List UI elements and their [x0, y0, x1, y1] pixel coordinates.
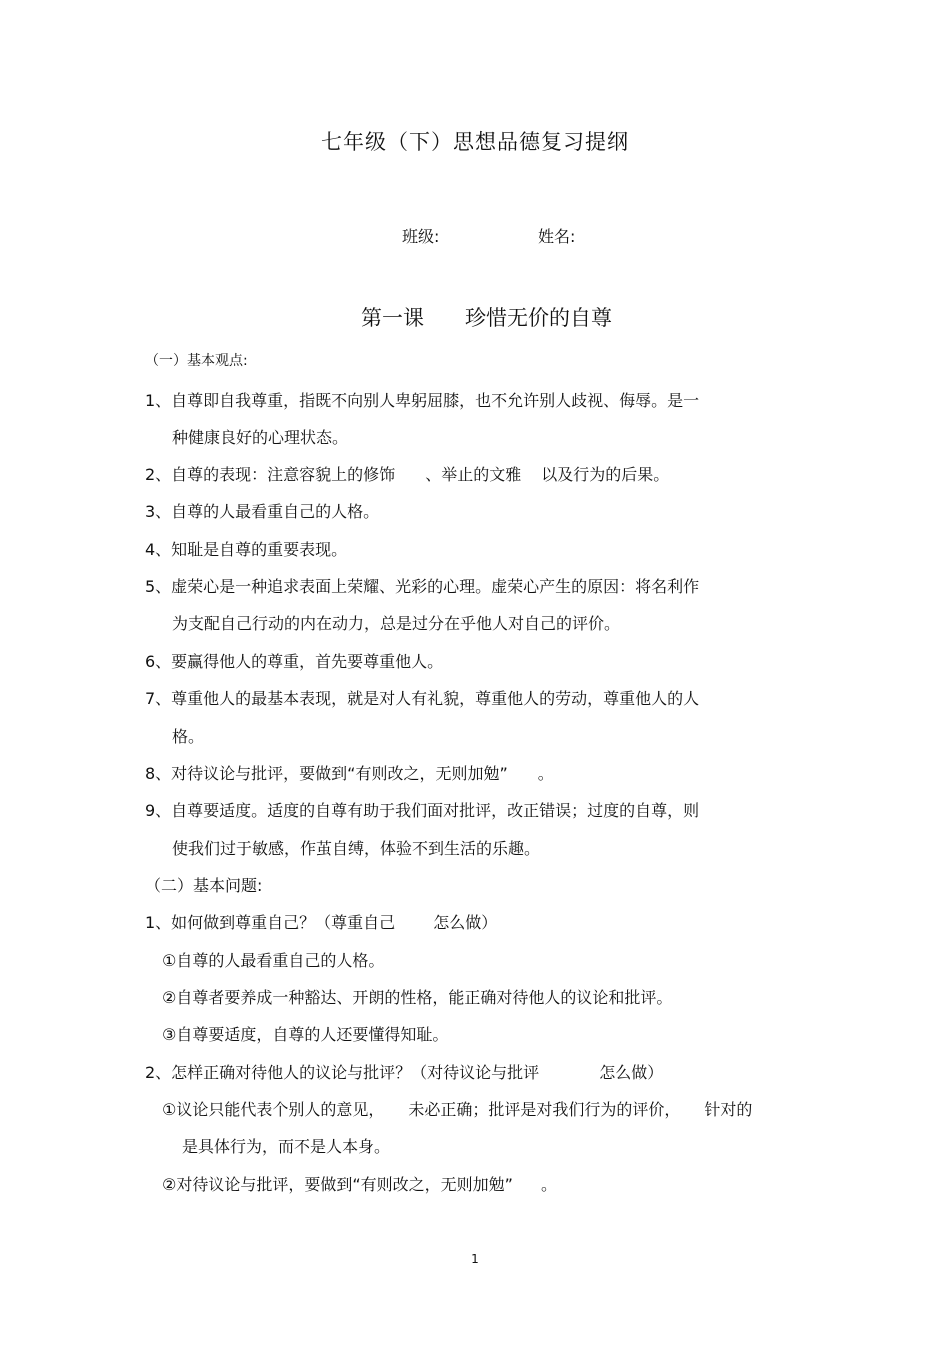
question-1-line — [145, 910, 497, 933]
point-5-line-1: 5、虚荣心是一种追求表面上荣耀、光彩的心理。虚荣心产生的原因：将名利作 — [145, 577, 700, 596]
document-title: 七年级（下）思想品德复习提纲 — [321, 130, 629, 154]
section-heading-basic-questions: （二）基本问题: — [145, 876, 263, 895]
point-4-line: 4、知耻是自尊的重要表现。 — [145, 540, 348, 559]
point-9-line-1: 9、自尊要适度。适度的自尊有助于我们面对批评，改正错误；过度的自尊，则 — [145, 801, 700, 820]
point-3-line: 3、自尊的人最看重自己的人格。 — [145, 502, 380, 521]
question-1-answer-3: ③自尊要适度，自尊的人还要懂得知耻。 — [162, 1025, 449, 1044]
point-1-line-2: 种健康良好的心理状态。 — [172, 428, 349, 447]
name-label: 姓名: — [538, 227, 576, 246]
point-1-line-1: 1、自尊即自我尊重，指既不向别人卑躬屈膝，也不允许别人歧视、侮辱。是一 — [145, 391, 700, 410]
question-2-part-2: 怎么做） — [599, 1063, 664, 1082]
question-2-answer-1-line-1 — [162, 1097, 752, 1120]
lesson-number: 第一课 — [361, 306, 424, 330]
question-1-answer-1: ①自尊的人最看重自己的人格。 — [162, 951, 385, 970]
question-2-answer-1-part-3: 针对的 — [704, 1100, 753, 1119]
point-2-part-1: 2、自尊的表现：注意容貌上的修饰 — [145, 465, 396, 484]
question-1-answer-2: ②自尊者要养成一种豁达、开朗的性格，能正确对待他人的议论和批评。 — [162, 988, 673, 1007]
point-2-part-2: 、举止的文雅 — [425, 465, 522, 484]
question-2-line — [145, 1060, 663, 1083]
point-2-line — [145, 462, 669, 485]
point-8-part-1: 8、对待议论与批评，要做到“有则改之，无则加勉” — [145, 764, 508, 783]
section-heading-basic-views: （一）基本观点: — [145, 353, 248, 369]
point-6-line: 6、要赢得他人的尊重，首先要尊重他人。 — [145, 652, 444, 671]
question-2-answer-2-line — [162, 1172, 557, 1195]
point-7-line-2: 格。 — [172, 727, 205, 746]
point-5-line-2: 为支配自己行动的内在动力，总是过分在乎他人对自己的评价。 — [172, 614, 621, 633]
point-8-part-2: 。 — [537, 764, 554, 783]
point-9-line-2: 使我们过于敏感，作茧自缚，体验不到生活的乐趣。 — [172, 839, 541, 858]
point-8-line — [145, 761, 554, 784]
question-2-answer-2-part-2: 。 — [540, 1175, 557, 1194]
lesson-title: 珍惜无价的自尊 — [465, 306, 612, 330]
page-number: 1 — [471, 1252, 479, 1266]
question-1-part-1: 1、如何做到尊重自己？（尊重自己 — [145, 913, 396, 932]
question-1-part-2: 怎么做） — [433, 913, 498, 932]
question-2-answer-2-part-1: ②对待议论与批评，要做到“有则改之，无则加勉” — [162, 1175, 513, 1194]
point-2-part-3: 以及行为的后果。 — [541, 465, 670, 484]
question-2-answer-1-part-1: ①议论只能代表个别人的意见， — [162, 1100, 385, 1119]
question-2-answer-1-line-2: 是具体行为，而不是人本身。 — [182, 1137, 391, 1156]
point-7-line-1: 7、尊重他人的最基本表现，就是对人有礼貌，尊重他人的劳动，尊重他人的人 — [145, 689, 700, 708]
class-label: 班级: — [402, 227, 440, 246]
question-2-answer-1-part-2: 未必正确；批评是对我们行为的评价， — [408, 1100, 681, 1119]
question-2-part-1: 2、怎样正确对待他人的议论与批评？（对待议论与批评 — [145, 1063, 540, 1082]
